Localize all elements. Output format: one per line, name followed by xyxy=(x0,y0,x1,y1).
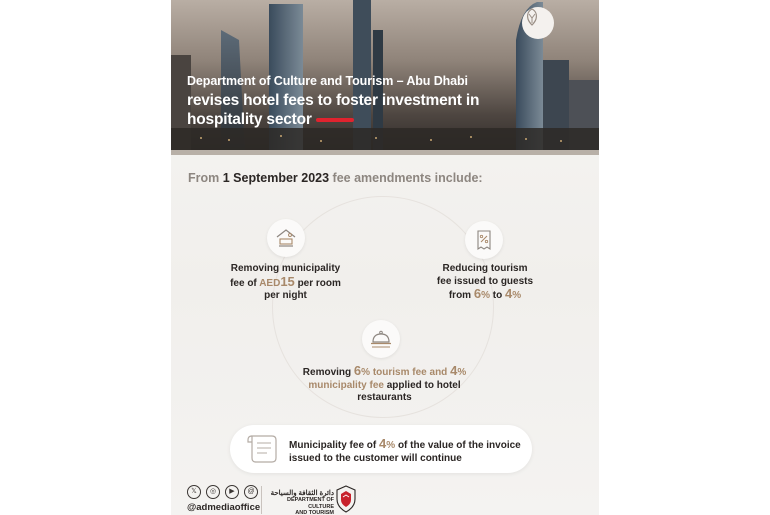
social-handle[interactable]: @admediaoffice xyxy=(187,502,261,513)
item3-line3: restaurants xyxy=(357,392,412,403)
footer-divider xyxy=(261,486,262,514)
item2-to: to xyxy=(492,290,503,301)
item1-fee-of: fee of xyxy=(230,277,257,289)
hotel-room-icon xyxy=(267,219,305,257)
threads-icon[interactable]: @ xyxy=(244,485,258,499)
note-value: 4 xyxy=(379,436,387,451)
instagram-icon[interactable]: ◎ xyxy=(206,485,220,499)
youtube-icon[interactable]: ▶ xyxy=(225,485,239,499)
item3-tourism-value: 6 xyxy=(353,363,362,378)
item3-line1 xyxy=(297,365,472,380)
note-line1 xyxy=(289,437,529,452)
invoice-scroll-icon xyxy=(246,433,280,470)
abu-dhabi-emblem-icon xyxy=(335,485,357,515)
footer-social xyxy=(187,485,260,513)
note-pct: % xyxy=(386,440,396,451)
item1-currency: AED xyxy=(259,277,281,289)
item-tourism-fee xyxy=(424,263,546,303)
item3-line2 xyxy=(297,380,472,393)
intro-prefix: From xyxy=(188,171,220,185)
item3-tourism-pct: % xyxy=(361,367,371,378)
item1-amount: 15 xyxy=(280,273,295,289)
item1-line1: Removing municipality xyxy=(230,263,341,274)
item3-municipality-value: 4 xyxy=(450,363,458,378)
org-name-arabic: دائرة الثقافة والسياحة xyxy=(270,490,334,497)
intro-date: 1 September 2023 xyxy=(222,171,330,185)
invoice-note-text xyxy=(289,437,529,465)
hero-title xyxy=(187,91,517,129)
item1-line2 xyxy=(223,273,348,291)
item2-line3 xyxy=(424,288,546,303)
infographic-card xyxy=(171,0,599,515)
item3-applied: applied to hotel xyxy=(386,379,461,391)
item-municipality-fee xyxy=(223,263,348,303)
item2-to-value: 4 xyxy=(505,286,513,301)
intro-line xyxy=(188,171,483,185)
item2-line1: Reducing tourism xyxy=(442,263,528,274)
cloche-icon xyxy=(362,320,400,358)
note-middle: of the value of the invoice xyxy=(397,440,521,451)
org-name-english xyxy=(268,497,334,515)
item2-line2: fee issued to guests xyxy=(436,275,534,287)
invoice-note-pill xyxy=(230,425,532,473)
item3-municipality-fee: municipality fee xyxy=(308,379,384,391)
item1-line3: per night xyxy=(264,290,307,301)
note-line2: issued to the customer will continue xyxy=(289,453,462,464)
item2-from-pct: % xyxy=(481,290,490,301)
social-icons xyxy=(187,485,260,499)
red-accent-bar xyxy=(316,118,354,122)
x-icon[interactable]: 𝕏 xyxy=(187,485,201,499)
intro-suffix: fee amendments include: xyxy=(332,171,483,185)
hero-title-text: revises hotel fees to foster investment in hospitality sector xyxy=(187,92,480,128)
item2-from-value: 6 xyxy=(473,286,482,301)
receipt-percent-icon xyxy=(465,221,503,259)
item2-from: from xyxy=(448,290,472,301)
item2-to-pct: % xyxy=(512,290,522,301)
item-restaurant-fees xyxy=(297,365,472,405)
item1-per-room: per room xyxy=(297,277,341,289)
item3-municipality-pct: % xyxy=(457,367,467,378)
hero-banner xyxy=(171,0,599,153)
hero-subtitle: Department of Culture and Tourism – Abu Dhabi xyxy=(187,74,468,88)
item3-removing: Removing xyxy=(302,367,352,378)
item3-tourism-fee-and: tourism fee and xyxy=(372,367,448,378)
org-name-line2: AND TOURISM xyxy=(295,510,334,515)
hero-divider xyxy=(171,150,599,155)
note-prefix: Municipality fee of xyxy=(289,440,377,451)
org-name-line1: DEPARTMENT OF CULTURE xyxy=(287,497,334,510)
abu-dhabi-logo-icon xyxy=(522,7,554,39)
